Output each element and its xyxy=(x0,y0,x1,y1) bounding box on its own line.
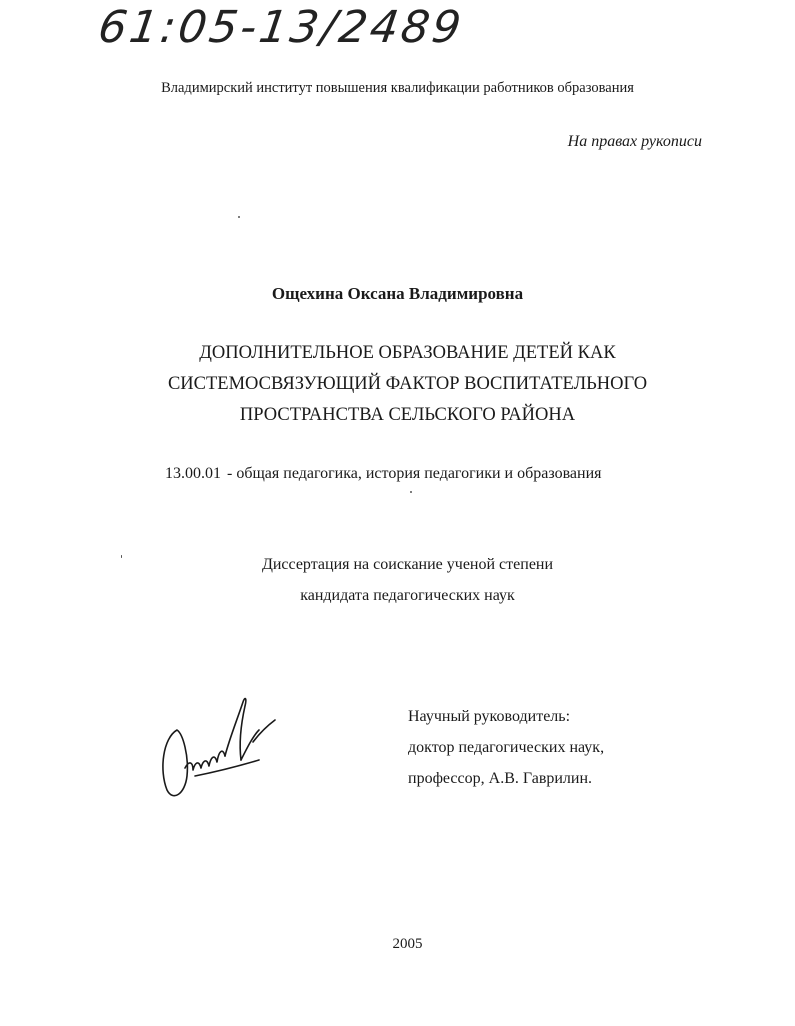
dissertation-title-line: ДОПОЛНИТЕЛЬНОЕ ОБРАЗОВАНИЕ ДЕТЕЙ КАК xyxy=(199,343,616,363)
year: 2005 xyxy=(392,936,423,952)
dissertation-title-line: СИСТЕМОСВЯЗУЮЩИЙ ФАКТОР ВОСПИТАТЕЛЬНОГО xyxy=(167,374,648,394)
dissertation-title-line: ПРОСТРАНСТВА СЕЛЬСКОГО РАЙОНА xyxy=(239,405,576,425)
handwritten-signature xyxy=(155,690,285,805)
archive-stamp-number: 61:05-13/2489 xyxy=(95,2,467,53)
specialty-name: - общая педагогика, история педагогики и образования xyxy=(227,465,602,482)
advisor-degree: доктор педагогических наук, xyxy=(408,739,605,756)
manuscript-note: На правах рукописи xyxy=(567,133,702,150)
author-name: Ощехина Оксана Владимировна xyxy=(271,284,524,303)
scan-speck xyxy=(410,491,412,493)
institute-name: Владимирский институт повышения квалификации работников образования xyxy=(161,80,634,96)
advisor-label: Научный руководитель: xyxy=(408,708,571,725)
degree-line: кандидата педагогических наук xyxy=(300,587,515,604)
specialty-code: 13.00.01 xyxy=(165,465,221,482)
scan-speck xyxy=(238,216,240,218)
advisor-name: профессор, А.В. Гаврилин. xyxy=(408,770,593,787)
degree-line: Диссертация на соискание ученой степени xyxy=(261,556,554,573)
specialty xyxy=(165,465,602,483)
